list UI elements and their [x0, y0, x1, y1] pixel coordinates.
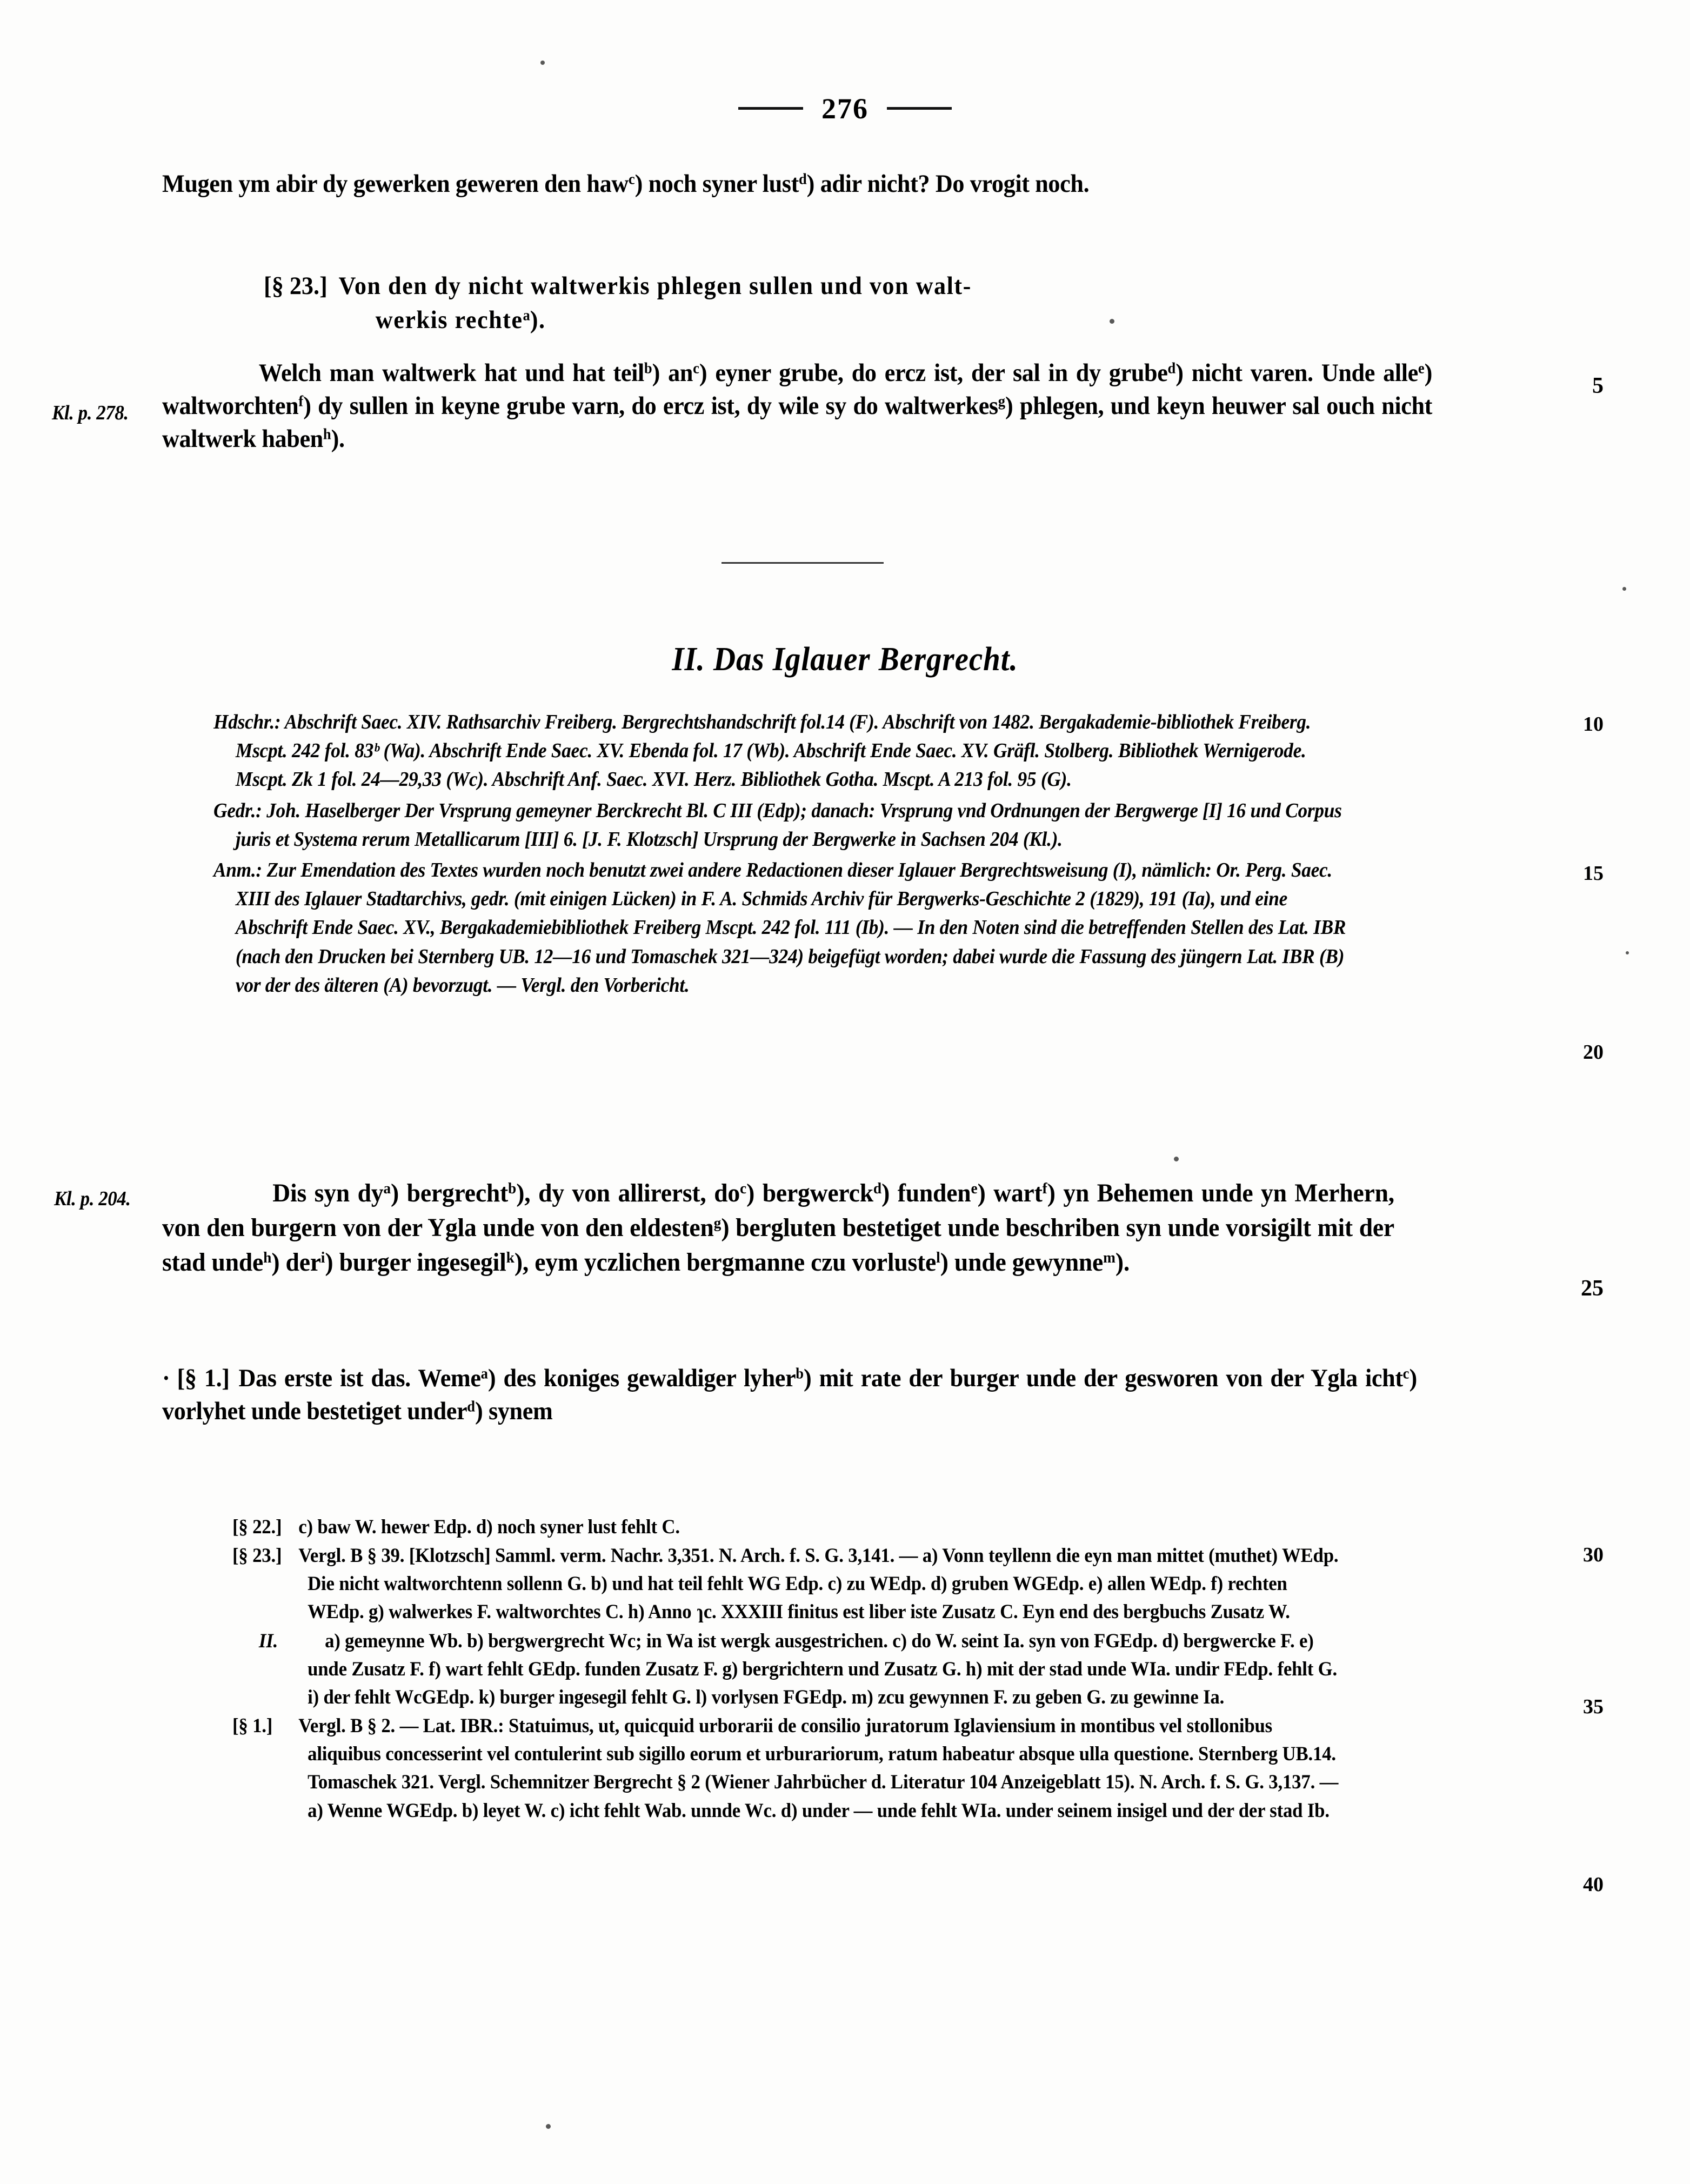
incipit-c: ), dy von allirerst, do [516, 1179, 740, 1207]
section-heading-line2: werkis rechte [375, 305, 523, 334]
footnote-tag: [§ 1.] [232, 1715, 273, 1738]
footnote-text: a) gemeynne Wb. b) bergwergrecht Wc; in Wa ist wergk ausgestrichen. c) do W. seint Ia. syn von FGEdp. d) bergwercke F. e) unde Zusatz F. f) wart fehlt GEdp. funden Zusatz F. g) bergrichtern und Zusatz G. h) mit der stad unde WIa. undir FEdp. fehlt G. i) der fehlt WcGEdp. k) burger ingesegil fehlt G. l) vorlysen FGEdp. m) zcu gewynnen F. zu geben G. zu gewinne Ia. [308, 1629, 1338, 1708]
incipit-k: ), eym yczlichen bergmanne czu vorluste [514, 1247, 937, 1277]
footnote-ref-d: d [798, 171, 807, 188]
line-number-35: 35 [1583, 1695, 1604, 1718]
line-number-10: 10 [1583, 713, 1604, 736]
margin-note-kl-278: Kl. p. 278. [52, 402, 129, 424]
line-number-20: 20 [1583, 1041, 1604, 1064]
footnote-ref-a2: a [383, 1180, 391, 1198]
section-label-1: [§ 1.] [177, 1364, 230, 1392]
section-heading-line1: Von den dy nicht waltwerkis phlegen sullen und von walt- [338, 272, 972, 300]
footnote-ref-f2: f [1042, 1180, 1047, 1198]
sec1-d: ) vorlyhet unde bestetiget under [162, 1364, 1417, 1426]
sec1-e: ) synem [475, 1397, 553, 1426]
apparatus-anm: Anm.: Zur Emendation des Textes wurden noch benutzt zwei andere Redactionen dieser Iglauer Bergrechtsweisung (I), nämlich: Or. Perg. Saec. XIII des Iglauer Stadtarchivs, gedr. (mit einigen Lücken) in F. A. Schmids Archiv für Bergwerks-Geschichte 2 (1829), 191 (Ia), und eine Abschrift Ende Saec. XV., Bergakademiebibliothek Freiberg Mscpt. 242 fol. 111 (Ib). — In den Noten sind die betreffenden Stellen des Lat. IBR (nach den Drucken bei Sternberg UB. 12—16 und Tomaschek 321—324) beigefügt worden; dabei wurde die Fassung des jüngern Lat. IBR (B) vor der des älteren (A) bevorzugt. — Vergl. den Vorbericht. [213, 858, 1346, 997]
footnote-ref-d2: d [1167, 360, 1176, 377]
incipit-b: ) bergrecht [391, 1179, 509, 1207]
footnote-ref-d4: d [467, 1398, 475, 1415]
footnote-row [232, 1542, 1345, 1626]
footnote-row [232, 1513, 1345, 1541]
line-number-40: 40 [1583, 1873, 1604, 1896]
section-divider [722, 562, 884, 564]
footnote-ref-h: h [323, 426, 331, 443]
sec1-a: Das erste ist das. Weme [238, 1364, 481, 1392]
footnote-ref-g2: g [713, 1214, 722, 1232]
incipit-g: ) yn Behemen unde yn Merhern, von den burgern von der Ygla unde von den eldesten [162, 1179, 1394, 1242]
paragraph-continuation [162, 168, 1432, 201]
para2-f: ) dy sullen in keyne grube varn, do ercz ist, dy wile sy do waltwerkes [303, 392, 998, 420]
footnote-ref-g: g [998, 393, 1006, 410]
page-number: 276 [821, 92, 869, 125]
para2-c: ) eyner grube, do ercz ist, der sal in dy grube [699, 359, 1168, 387]
incipit-f: ) wart [977, 1179, 1043, 1207]
sec1-b: ) des koniges gewaldiger lyher [487, 1364, 796, 1392]
footnote-ref-d3: d [873, 1180, 882, 1198]
section-heading-23 [162, 269, 1432, 337]
section-heading-line2-tail: ). [530, 305, 546, 334]
paragraph-section-23-body [162, 357, 1432, 456]
scan-speck [546, 2124, 551, 2129]
footnote-tag: [§ 23.] [232, 1545, 282, 1567]
footnote-ref-c4: c [1402, 1365, 1410, 1382]
sec1-c: ) mit rate der burger unde der gesworen von der Ygla icht [803, 1364, 1403, 1392]
section-label-23: [§ 23.] [264, 272, 328, 300]
footnote-tag: II. [258, 1629, 278, 1652]
para1-text-c: ) adir nicht? Do vrogit noch. [806, 170, 1090, 198]
para2-h: ). [331, 425, 345, 453]
footnote-tag: [§ 22.] [232, 1516, 282, 1538]
footnote-row [232, 1712, 1345, 1825]
header-rule-right [887, 107, 952, 110]
scan-speck [1174, 1157, 1179, 1161]
line-number-30: 30 [1583, 1544, 1604, 1566]
footnote-ref-b: b [644, 360, 652, 377]
line-number-15: 15 [1583, 862, 1604, 885]
footnote-row [232, 1627, 1345, 1712]
section-title: II. Das Iglauer Bergrecht. [672, 641, 1018, 678]
incipit-j: ) burger ingesegil [325, 1247, 506, 1277]
footnote-ref-b3: b [796, 1365, 804, 1382]
ink-dot: · [162, 1364, 170, 1392]
source-apparatus [213, 708, 1354, 1001]
footnote-ref-b2: b [508, 1180, 517, 1198]
footnote-ref-c3: c [740, 1180, 747, 1198]
footnote-text: Vergl. B § 39. [Klotzsch] Samml. verm. Nachr. 3,351. N. Arch. f. S. G. 3,141. — a) Vonn teyllenn die eyn man mittet (muthet) WEdp. Die nicht waltworchtenn sollenn G. b) und hat teil fehlt WG Edp. c) zu WEdp. d) gruben WGEdp. e) allen WEdp. f) rechten WEdp. g) walwerkes F. waltworchtes C. h) Anno ɿc. XXXIII finitus est liber iste Zusatz C. Eyn end des bergbuchs Zusatz W. [298, 1545, 1339, 1624]
para2-g: ) phlegen, und keyn heuwer sal ouch nicht waltwerk haben [162, 392, 1432, 453]
incipit-l: ) unde gewynne [940, 1247, 1104, 1277]
scan-speck [1110, 319, 1114, 324]
line-number-25: 25 [1581, 1276, 1604, 1301]
scan-speck [540, 61, 545, 65]
para1-text-b: ) noch syner lust [634, 170, 799, 198]
para2-d: ) nicht varen. Unde alle [1175, 359, 1418, 387]
footnote-ref-l: l [936, 1248, 940, 1266]
footnote-text: c) baw W. hewer Edp. d) noch syner lust fehlt C. [298, 1516, 680, 1538]
footnote-ref-h2: h [263, 1248, 272, 1266]
paragraph-section-1 [162, 1362, 1417, 1428]
footnote-ref-k: k [506, 1248, 515, 1266]
footnote-ref-c2: c [693, 360, 699, 377]
incipit-h: ) bergluten bestetiget unde beschriben syn unde vorsigilt mit der stad unde [162, 1213, 1394, 1277]
footnote-ref-f: f [298, 393, 304, 410]
line-number-5: 5 [1592, 373, 1604, 398]
footnote-ref-c: c [628, 171, 635, 188]
apparatus-gedr: Gedr.: Joh. Haselberger Der Vrsprung gemeyner Berckrecht Bl. C III (Edp); danach: Vrsprung vnd Ordnungen der Bergwerge [I] 16 und Corpus juris et Systema rerum Metallicarum [III] 6. [J. F. Klotzsch] Ursprung der Bergwerke in Sachsen 204 (Kl.). [213, 799, 1342, 851]
incipit-m: ). [1115, 1247, 1130, 1277]
footnote-text: Vergl. B § 2. — Lat. IBR.: Statuimus, ut, quicquid urborarii de consilio juratorum Iglaviensium in montibus vel stollonibus aliquibus concesserint vel contulerint sub sigillo eorum et urburariorum, ratum habeatur absque ulla questione. Sternberg UB.14. Tomaschek 321. Vergl. Schemnitzer Bergrecht § 2 (Wiener Jahrbücher d. Literatur 104 Anzeigeblatt 15). N. Arch. f. S. G. 3,137. — a) Wenne WGEdp. b) leyet W. c) icht fehlt Wab. unnde Wc. d) under — unde fehlt WIa. under seinem insigel und der der stad Ib. [298, 1715, 1339, 1822]
footnote-ref-a: a [523, 307, 530, 324]
incipit-e: ) funden [881, 1179, 971, 1207]
para2-a: Welch man waltwerk hat und hat teil [258, 359, 644, 387]
footnote-ref-a3: a [480, 1365, 488, 1382]
incipit-d: ) bergwerck [746, 1179, 873, 1207]
header-rule-left [738, 107, 803, 110]
footnote-ref-e: e [1418, 360, 1425, 377]
footnote-ref-i: i [320, 1248, 325, 1266]
scan-speck [1626, 951, 1629, 954]
margin-note-kl-204: Kl. p. 204. [54, 1187, 131, 1210]
footnote-ref-m: m [1103, 1248, 1115, 1266]
apparatus-hdschr: Hdschr.: Abschrift Saec. XIV. Rathsarchiv Freiberg. Bergrechtshandschrift fol.14 (F). Abschrift von 1482. Bergakademie-bibliothek Freiberg. Mscpt. 242 fol. 83ᵇ (Wa). Abschrift Ende Saec. XV. Ebenda fol. 17 (Wb). Abschrift Ende Saec. XV. Gräfl. Stolberg. Bibliothek Wernigerode. Mscpt. Zk 1 fol. 24—29,33 (Wc). Abschrift Anf. Saec. XVI. Herz. Bibliothek Gotha. Mscpt. A 213 fol. 95 (G). [213, 711, 1311, 791]
scan-speck [1622, 587, 1626, 591]
footnote-ref-e2: e [971, 1180, 978, 1198]
para2-b: ) an [652, 359, 693, 387]
footnote-apparatus [232, 1513, 1345, 1826]
page-header [0, 92, 1690, 125]
para1-text-a: Mugen ym abir dy gewerken geweren den haw [162, 170, 629, 198]
incipit-a: Dis syn dy [272, 1179, 384, 1207]
para2-e: ) waltworchten [162, 359, 1432, 420]
incipit-i: ) der [271, 1247, 321, 1277]
incipit-paragraph [162, 1176, 1394, 1279]
